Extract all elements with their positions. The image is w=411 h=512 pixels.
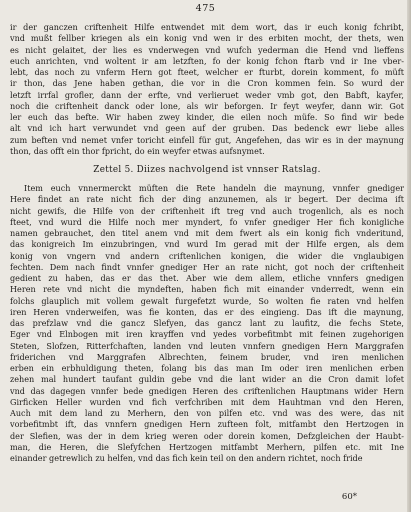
text-line: iren Heren vnderweifen, was fie konten, das er des eingieng. Das ift die maynung, [10,306,404,317]
text-line: fteet, vnd wurd die Hilfe noch mer myndert, fo vnfer gnediger Her fich konigliche [10,216,404,227]
text-line: der Slefien, was der in dem krieg weren oder dorein komen, Defzgleichen der Haubt- [10,430,404,441]
text-line: ir thon, das Jene haben gethan, die vor in die Cron kommen fein. So wurd der [10,78,404,89]
text-line: vnd mußt fellber kriegen als ein konig vnd wen ir des erbiten mocht, der thets, wen [10,33,404,44]
text-line: ler euch das befte. Wir haben zwey kinder, die eilen noch müfe. So find wir bede [10,112,404,122]
text-line: vorbefitmbt ift, das vnnfern gnedigen Hern zufteen folt, mitfambt den Hertzogen in [10,419,404,430]
text-line: vnd das dagegen vnnfer bede gnedigen Heren des criftenlichen Hauptmans wider Hern [10,385,404,396]
text-line: Here findet an rate nicht fich der ding anzunemen, als ir begert. Der decima ift [10,194,404,205]
text-line: das prefzlaw vnd die gancz Slefyen, das gancz lant zu laufitz, die fechs Stete, [10,318,404,328]
page-body [10,22,404,464]
paragraph-letter-ending [10,22,404,157]
text-line: letzft irrfal grofler, dann der erfte, vnd verlieruet weder vmb got, den Babft, kayfer, [10,89,404,100]
text-line: nicht gewifs, die Hilfe von der criftenheit ift treg vnd auch trogenlich, als es noch [10,205,404,216]
text-line: fechten. Dem nach findt vnnfer gnediger Her an rate nicht, got noch der criftenheit [10,261,404,272]
text-line: erben ein erbhuldigung theten, folang bis das man Im oder iren menlichen erben [10,363,404,373]
text-line: zum beften vnd nemet vnfer toricht einfell für gut, Angefehen, das wir es in der maynung [10,134,404,145]
text-line: lebt, das noch zu vnferm Hern got fteet, welcher er fturbt, dorein komment, fo müft [10,67,404,77]
text-line: Item euch vnnermerckt müften die Rete handeln die maynung, vnnfer gnediger [24,183,404,193]
text-line: namen gebrauchet, den titel anem vnd mit dem fwert als ein konig fich vnderitund, [10,228,404,238]
text-line: einander getrewlich zu helfen, vnd das fich kein teil on den andern richtet, noch fride [10,453,363,463]
text-line: Auch mit dem land zu Merhern, den von pilfen etc. vnd was des were, das nit [10,408,404,418]
text-line: Steten, Slofzen, Ritterfchaften, landen vnd leuten vnnfern gnedigen Hern Marggrafen [10,340,404,351]
text-line: gedient zu haben, das er das thet. Aber wie dem allem, etliche vnnfers gnedigen [10,273,404,283]
text-line: Heren rete vnd nicht die myndeften, haben fich mit einander vnderredt, wenn ein [10,284,404,295]
text-line: Eger vnd Elnbogen mit iren krayffen vnd yedes vorbefitmbt mit feinen zugehorigen [10,329,404,340]
text-line: thon, das offt ein thor fpricht, do ein weyfer etwas aufsnymet. [10,145,265,156]
text-line: alt vnd ich hart verwundet vnd geen auf der gruben. Das bedenck ewr liebe alles [10,123,404,134]
text-line: friderichen vnd Marggrafen Albrechten, feinem bruder, vnd iren menlichen [10,351,404,362]
paragraph-counsel [10,183,404,464]
text-line: das konigreich Im einzubringen, vnd wurd Im gerad mit der Hilfe ergen, als dem [10,239,404,250]
text-line: es nicht gelaitet, der lies es vnderwegen vnd wufch yederman die Hend vnd lieffens [10,44,404,55]
text-line: konig von vngern vnd andern criftenlichen konigen, die wider die vnglaubigen [10,250,404,261]
book-spine-edge [407,0,411,512]
text-line: zehen mal hundert taufant guldin gebe vnd die lant wider an die Cron damit lofet [10,374,404,385]
signature-mark: 60* [341,492,357,502]
text-line: euch anrichten, vnd woltent ir am letzften, fo der konig fchon ftarb vnd ir Ine vber- [10,55,404,66]
text-line: Girficken Heller wurden vnd fich verfchriben mit dem Hauhtman vnd den Heren, [10,396,404,407]
section-heading: Zettel 5. Diizes nachvolgend ist vnnser Ratslag. [93,165,321,175]
text-line: folchs glauplich mit vollem gewalt furgefetzt wurde, So wolten fie raten vnd helfen [10,295,404,306]
text-line: noch die criftenheit danck oder lone, als wir beforgen. Ir feyt weyfer, dann wir. Got [10,100,404,111]
page-number: 475 [195,3,216,14]
text-line: ir der ganczen criftenheit Hilfe entwendet mit dem wort, das ir euch konig fchribt, [10,22,404,32]
text-line: man, die Heren, die Slefyfchen Hertzogen mitfambt Merhern, pilfen etc. mit Ine [10,441,404,452]
